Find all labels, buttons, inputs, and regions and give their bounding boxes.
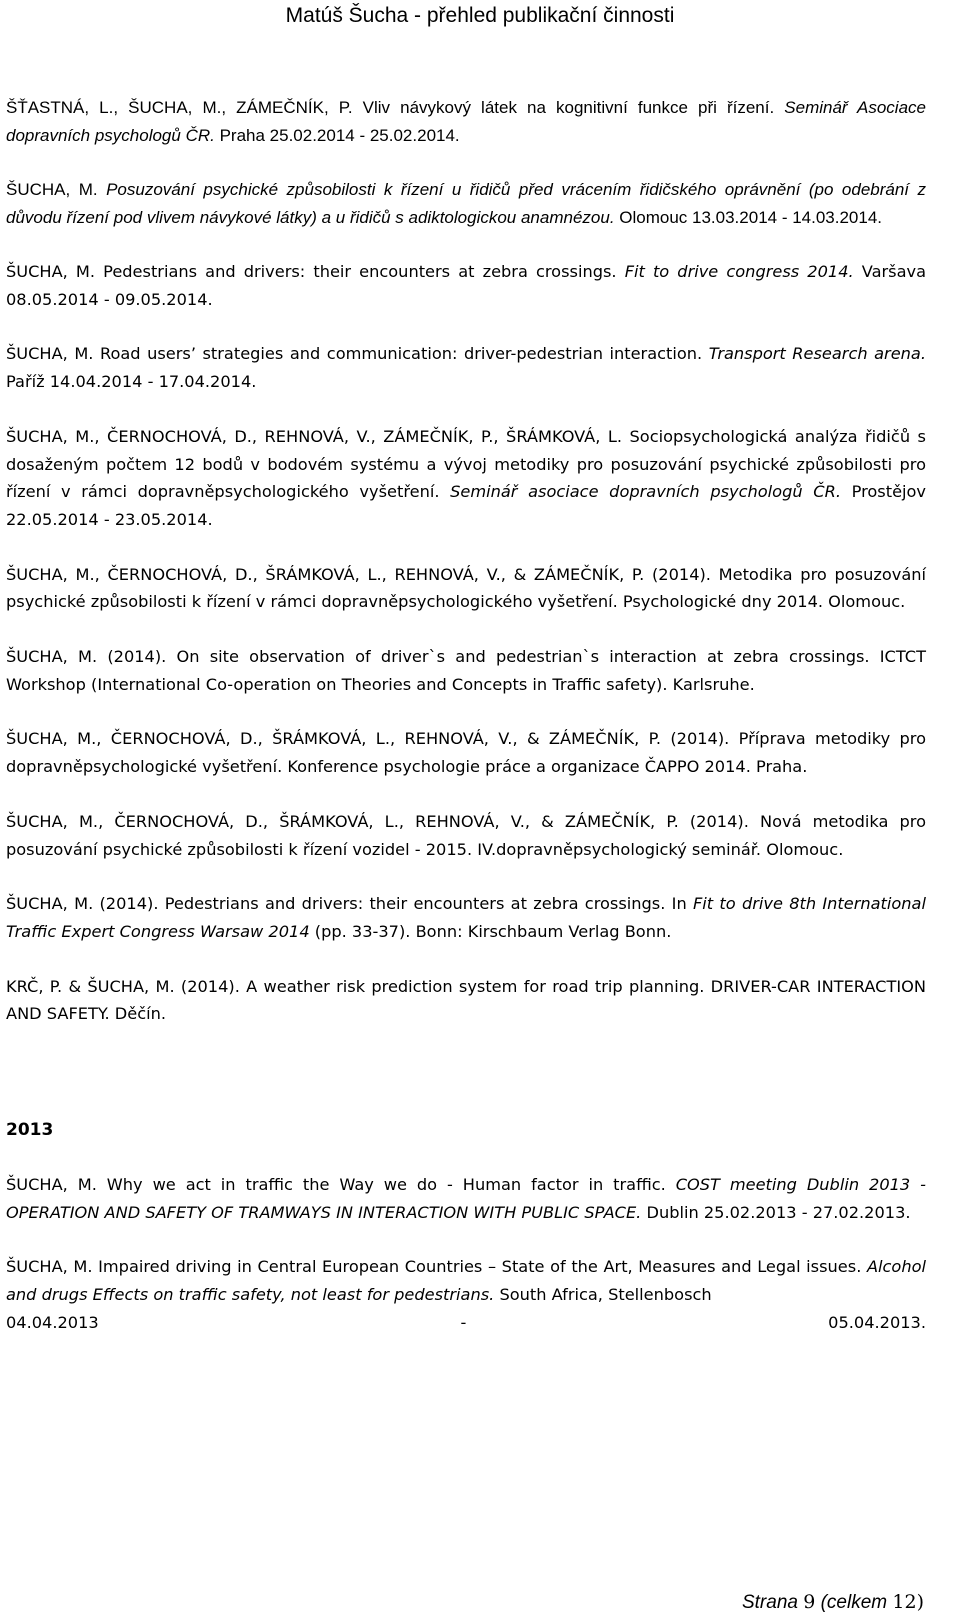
publication-entry: ŠUCHA, M., ČERNOCHOVÁ, D., ŠRÁMKOVÁ, L., REHNOVÁ, V., & ZÁMEČNÍK, P. (2014). Příprava metodiky pro dopravněpsychologické vyšetření. Konference psychologie práce a organizace ČAPPO 2014. Praha.	[6, 729, 926, 777]
publication-entry: ŠUCHA, M. (2014). Pedestrians and drivers: their encounters at zebra crossings. In Fit to drive 8th International Traffic Expert Congress Warsaw 2014 (pp. 33-37). Bonn: Kirschbaum Verlag Bonn.	[6, 894, 926, 941]
footer-label: Strana	[741, 1592, 798, 1613]
year-heading: 2013	[6, 1120, 54, 1141]
footer-page-number: 9	[803, 1591, 816, 1613]
publication-entry: ŠUCHA, M. Impaired driving in Central European Countries – State of the Art, Measures and Legal issues. Alcohol and drugs Effects on traffic safety, not least for pedestrians. South Africa, Stellenbosch 04.04.2013 - 05.04.2013.	[6, 1253, 926, 1336]
page-footer	[742, 1591, 924, 1614]
publication-entry: ŠUCHA, M. Posuzování psychické způsobilosti k řízení u řidičů před vrácením řidičského oprávnění (po odebrání z důvodu řízení pod vlivem návykové látky) a u řidičů s adiktologickou anamnézou. Olomouc 13.03.2014 - 14.03.2014.	[6, 180, 927, 227]
publication-list	[6, 94, 926, 1337]
section-spacer	[6, 1055, 926, 1117]
publication-entry: KRČ, P. & ŠUCHA, M. (2014). A weather risk prediction system for road trip planning. DRIVER-CAR INTERACTION AND SAFETY. Děčín.	[6, 976, 926, 1024]
publication-entry: ŠUCHA, M. Road users’ strategies and communication: driver-pedestrian interaction. Transport Research arena. Paříž 14.04.2014 - 17.04.2014.	[6, 344, 926, 392]
publication-entry: ŠUCHA, M., ČERNOCHOVÁ, D., ŠRÁMKOVÁ, L., REHNOVÁ, V., & ZÁMEČNÍK, P. (2014). Nová metodika pro posuzování psychické způsobilosti k řízení vozidel - 2015. IV.dopravněpsychologický seminář. Olomouc.	[6, 811, 926, 859]
publication-entry: ŠUCHA, M. Pedestrians and drivers: their encounters at zebra crossings. Fit to drive congress 2014. Varšava 08.05.2014 - 09.05.2014.	[6, 262, 927, 309]
publication-entry: ŠŤASTNÁ, L., ŠUCHA, M., ZÁMEČNÍK, P. Vliv návykový látek na kognitivní funkce při řízení. Seminář Asociace dopravních psychologů ČR. Praha 25.02.2014 - 25.02.2014.	[6, 98, 926, 145]
publication-entry: ŠUCHA, M. Why we act in traffic the Way we do - Human factor in traffic. COST meeting Dublin 2013 - OPERATION AND SAFETY OF TRAMWAYS IN INTERACTION WITH PUBLIC SPACE. Dublin 25.02.2013 - 27.02.2013.	[6, 1175, 926, 1222]
page-header-title: Matúš Šucha - přehled publikační činnosti	[285, 4, 675, 27]
footer-total-label: (celkem	[820, 1592, 888, 1613]
publication-entry: ŠUCHA, M., ČERNOCHOVÁ, D., ŠRÁMKOVÁ, L., REHNOVÁ, V., & ZÁMEČNÍK, P. (2014). Metodika pro posuzování psychické způsobilosti k řízení v rámci dopravněpsychologického vyšetření. Psychologické dny 2014. Olomouc.	[6, 564, 926, 612]
date-range-line: 04.04.2013 - 05.04.2013.	[6, 1312, 926, 1332]
footer-total-pages: 12)	[892, 1591, 924, 1613]
publication-entry: ŠUCHA, M. (2014). On site observation of driver`s and pedestrian`s interaction at zebra crossings. ICTCT Workshop (International Co-operation on Theories and Concepts in Traffic safety). Karlsruhe.	[6, 647, 926, 694]
publication-entry: ŠUCHA, M., ČERNOCHOVÁ, D., REHNOVÁ, V., ZÁMEČNÍK, P., ŠRÁMKOVÁ, L. Sociopsychologická analýza řidičů s dosaženým počtem 12 bodů v bodovém systému a vývoj metodiky pro posuzování psychické způsobilosti pro řízení v rámci dopravněpsychologického vyšetření. Seminář asociace dopravních psychologů ČR. Prostějov 22.05.2014 - 23.05.2014.	[6, 426, 927, 529]
